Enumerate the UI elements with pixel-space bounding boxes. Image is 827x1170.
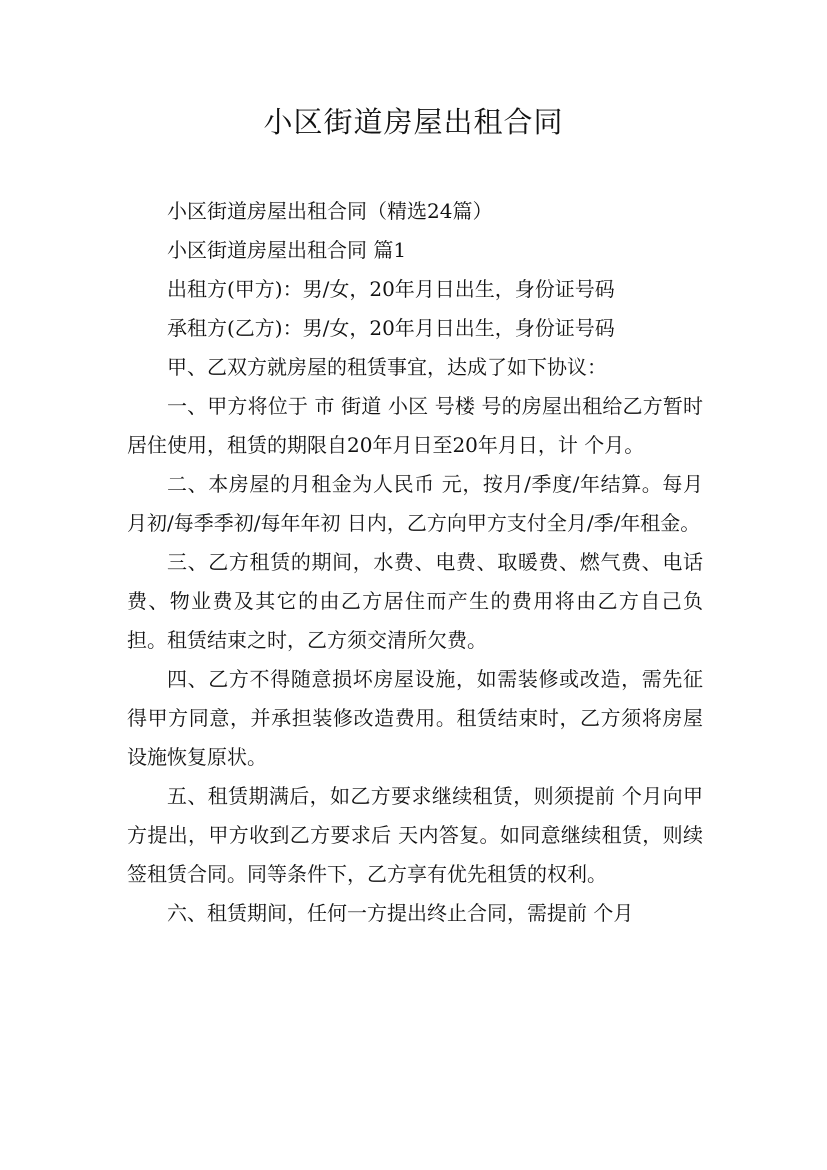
- paragraph-agreement-intro: 甲、乙双方就房屋的租赁事宜，达成了如下协议：: [167, 355, 607, 379]
- paragraph-lessee: 承租方(乙方)：男/女，20年月日出生，身份证号码: [167, 316, 615, 340]
- paragraph-clause-2: 二、本房屋的月租金为人民币 元，按月/季度/年结算。每月月初/每季季初/每年年初 日内，乙方向甲方支付全月/季/年租金。: [127, 472, 703, 535]
- paragraph-clause-5: 五、租赁期满后，如乙方要求继续租赁，则须提前 个月向甲方提出，甲方收到乙方要求后 天内答复。如同意继续租赁，则续签租赁合同。同等条件下，乙方享有优先租赁的权利。: [127, 784, 703, 886]
- paragraph-clause-4: 四、乙方不得随意损坏房屋设施，如需装修或改造，需先征得甲方同意，并承担装修改造费用。租赁结束时，乙方须将房屋设施恢复原状。: [127, 667, 703, 769]
- paragraph-lessor: 出租方(甲方)：男/女，20年月日出生，身份证号码: [167, 277, 615, 301]
- paragraph-subtitle: 小区街道房屋出租合同（精选24篇）: [167, 199, 493, 223]
- paragraph-clause-6: 六、租赁期间，任何一方提出终止合同，需提前 个月: [167, 901, 634, 925]
- paragraph-section-heading: 小区街道房屋出租合同 篇1: [167, 238, 407, 262]
- document-title: 小区街道房屋出租合同: [263, 105, 564, 139]
- paragraph-clause-1: 一、甲方将位于 市 街道 小区 号楼 号的房屋出租给乙方暂时居住使用，租赁的期限自20年月日至20年月日，计 个月。: [127, 394, 703, 457]
- paragraph-clause-3: 三、乙方租赁的期间，水费、电费、取暖费、燃气费、电话费、物业费及其它的由乙方居住而产生的费用将由乙方自己负担。租赁结束之时，乙方须交清所欠费。: [127, 550, 703, 652]
- document-body: [127, 192, 703, 933]
